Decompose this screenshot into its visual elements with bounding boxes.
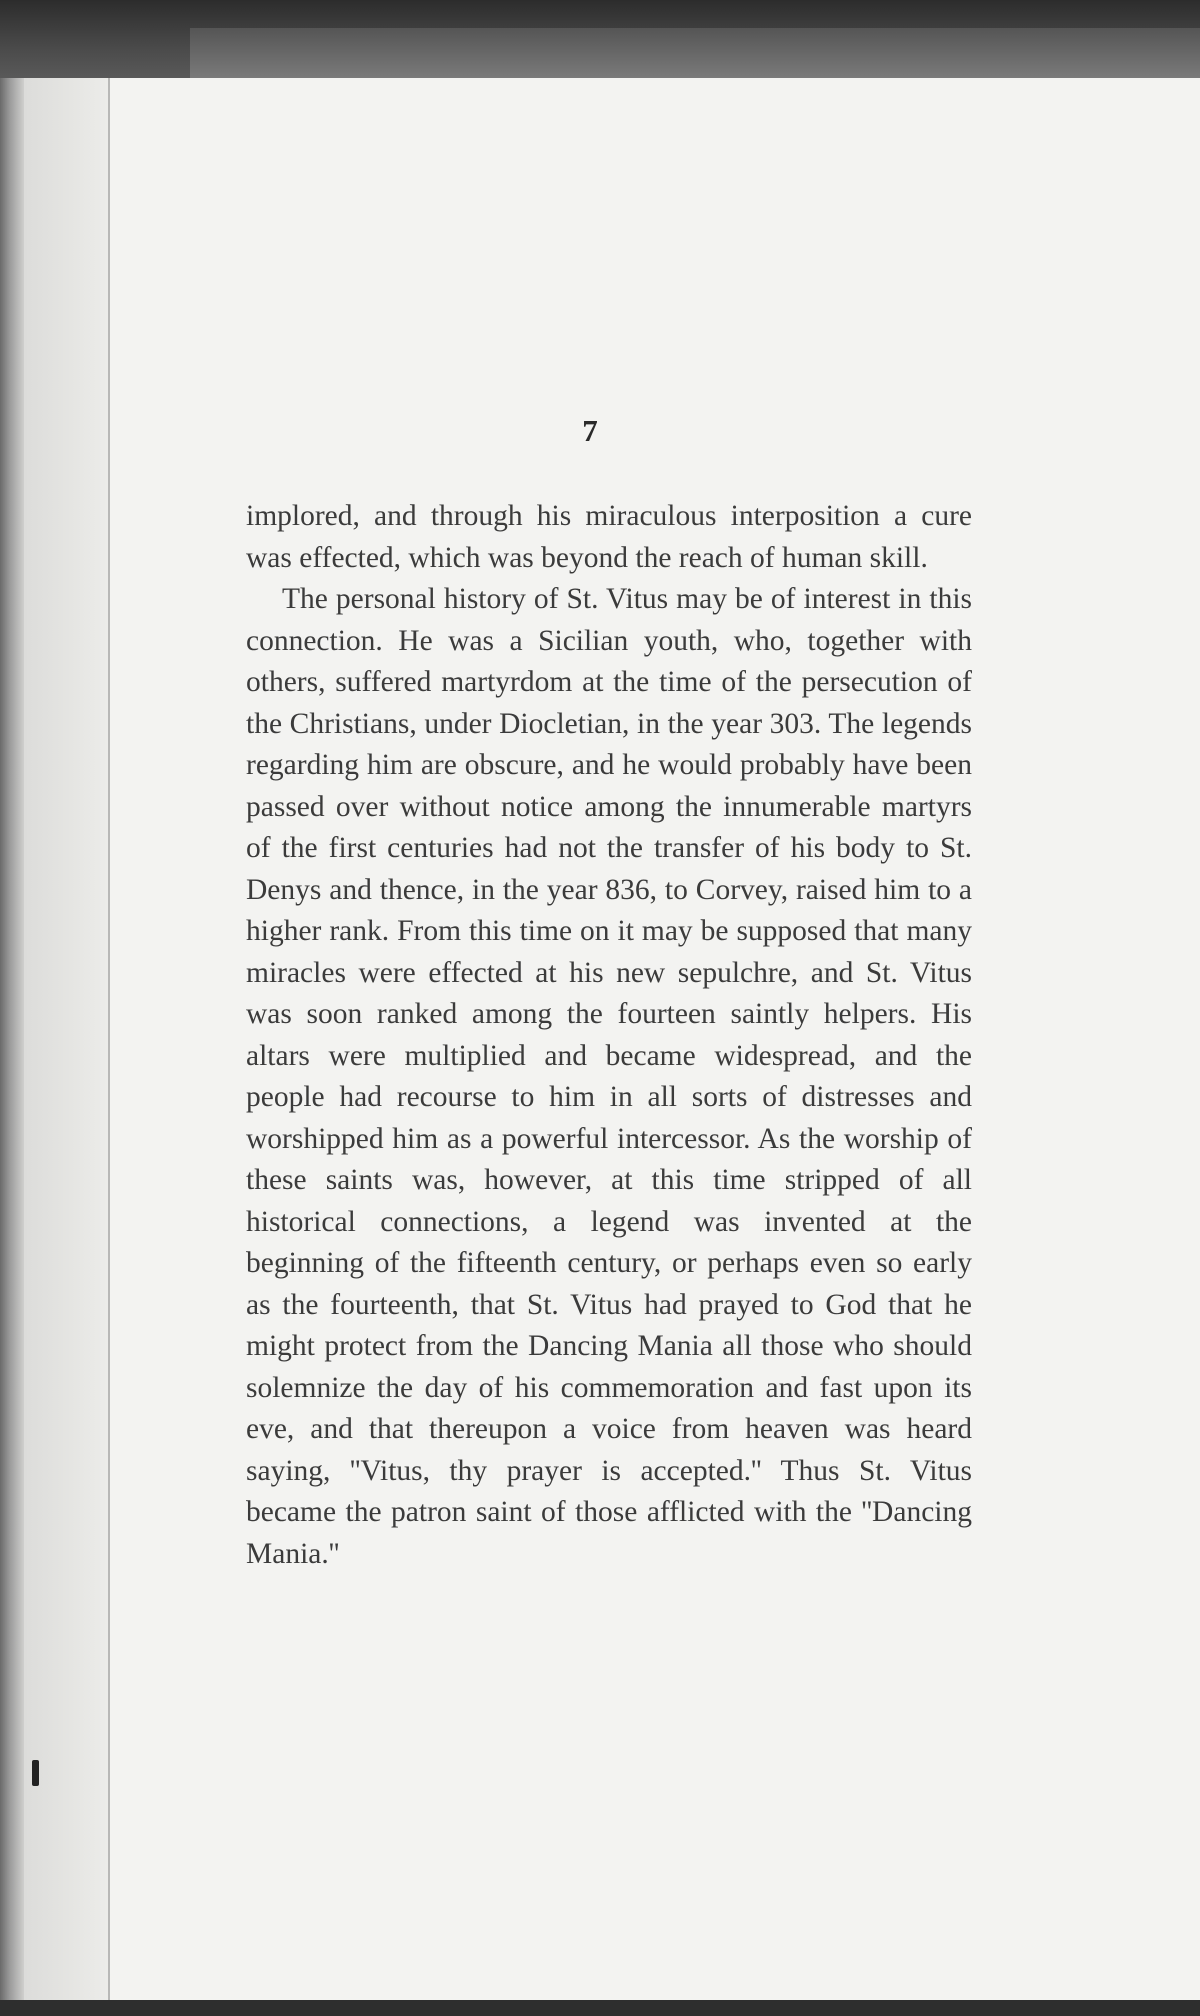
facing-page-edge — [24, 78, 110, 2000]
paragraph-2: The personal history of St. Vitus may be of interest in this connection. He was a Sicilian youth, who, together with others, suffered martyrdom at the time of the persecution of the Christians, under Diocletian, in the year 303. The legends regarding him are obscure, and he would probably have been passed over without notice among the innumerable martyrs of the first centuries had not the transfer of his body to St. Denys and thence, in the year 836, to Corvey, raised him to a higher rank. From this time on it may be supposed that many miracles were effected at his new sepulchre, and St. Vitus was soon ranked among the fourteen saintly helpers. His altars were multiplied and became widespread, and the people had recourse to him in all sorts of distresses and worshipped him as a powerful intercessor. As the worship of these saints was, however, at this time stripped of all historical connections, a legend was invented at the beginning of the fifteenth century, or perhaps even so early as the fourteenth, that St. Vitus had prayed to God that he might protect from the Dancing Mania all those who should solemnize the day of his commemoration and fast upon its eve, and that thereupon a voice from heaven was heard saying, ''Vitus, thy prayer is accepted.'' Thus St. Vitus became the patron saint of those afflicted with the ''Dancing Mania.'' — [246, 583, 972, 1570]
paragraph-1: implored, and through his miraculous interposition a cure was effected, which was beyond the reach of human skill. — [246, 500, 972, 574]
book-gutter — [0, 78, 24, 2000]
scan-top-edge — [0, 0, 1200, 80]
book-page — [0, 78, 1200, 2000]
scan-bottom-edge — [0, 2000, 1200, 2016]
scan-top-strip — [190, 28, 1200, 78]
binding-mark — [32, 1760, 39, 1786]
page-number: 7 — [582, 413, 598, 448]
body-text — [246, 496, 972, 1575]
